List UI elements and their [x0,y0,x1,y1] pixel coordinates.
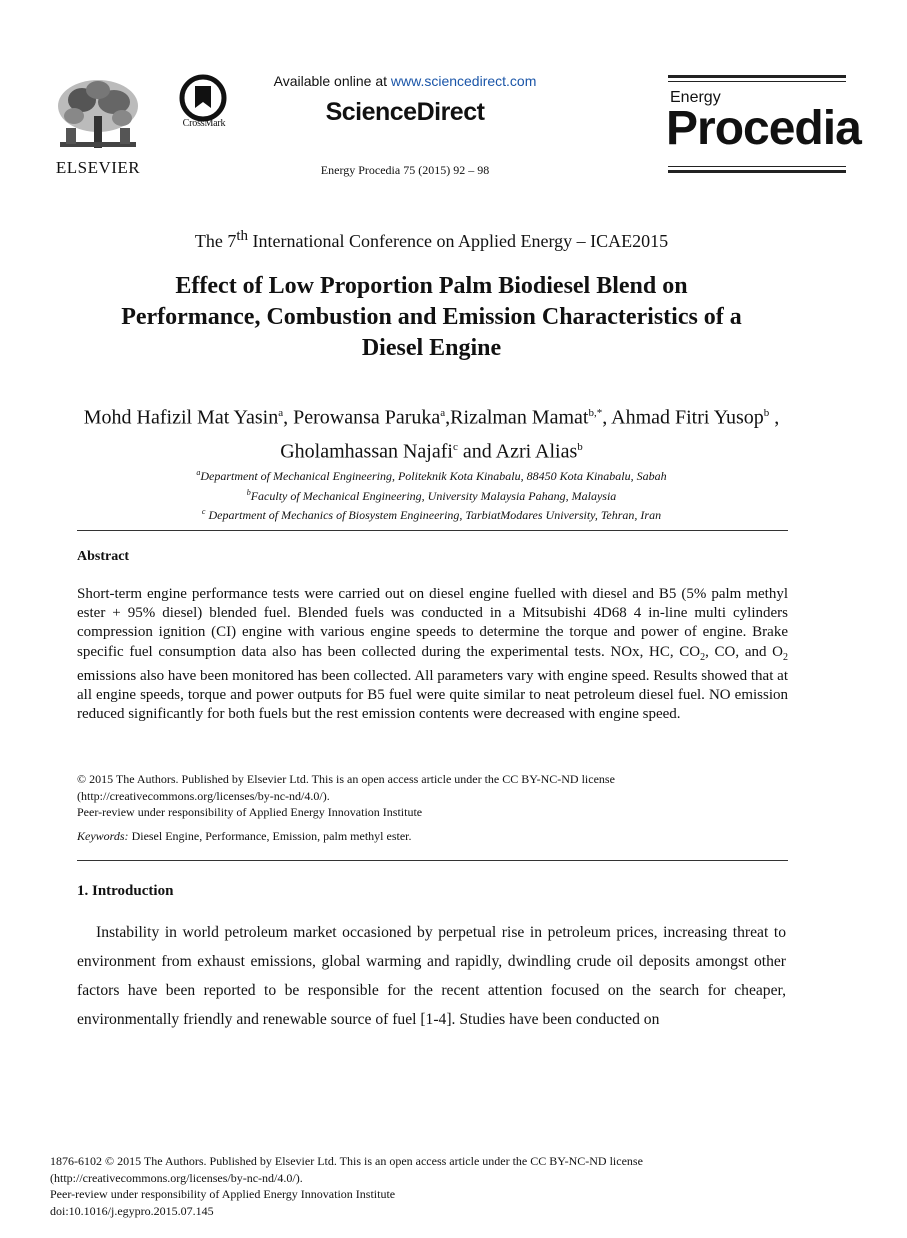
author-name: Perowansa Paruka [293,406,441,429]
elsevier-wordmark: ELSEVIER [55,158,141,177]
journal-logo-rule [668,81,846,82]
affiliations [60,465,803,524]
abstract-heading: Abstract [77,549,130,564]
affiliation: $^a$Department of Mechanical Engineering, Politeknik Kota Kinabalu, 88450 Kota Kinabalu, Sabah [196,468,667,483]
sciencedirect-logo: ScienceDirect [325,98,485,126]
elsevier-tree-logo [52,76,144,156]
journal-logo-energy: Energy [670,89,721,106]
author-name: Rizalman Mamat [450,406,589,429]
author-name: Ahmad Fitri Yusop [611,406,764,429]
journal-logo-rule [668,166,846,167]
section-heading: 1. Introduction [77,883,174,899]
journal-logo-rule [668,170,846,173]
divider [77,530,788,531]
paper-title: Effect of Low Proportion Palm Biodiesel Blend on Performance, Combustion and Emission Characteristics of a Diesel Engine [121,273,742,361]
divider [77,860,788,861]
introduction-text: Instability in world petroleum market occasioned by perpetual rise in petroleum prices, increasing threat to environment from exhaust emissions, global warming and rapidly, dwindling crude oil deposits amongst other factors have been reported to be responsible for the recent attention focused on the search for cheaper, environmentally friendly and renewable source of fuel [1-4]. Studies have been conducted on [77,924,786,1028]
affiliation: $^b$Faculty of Mechanical Engineering, University Malaysia Pahang, Malaysia [246,487,617,503]
author-name: Mohd Hafizil Mat Yasin [83,406,279,429]
page-footer: 1876-6102 © 2015 The Authors. Published by Elsevier Ltd. This is an open access article under the CC BY-NC-ND license (http://creativecommons.org/licenses/by-nc-nd/4.0/). Peer-review under responsibility of Applied Energy Innovation Institute doi:10.1016/j.egypro.2015.07.145 [50,1153,770,1219]
author-name: Azri Alias [495,440,578,463]
copyright-notice: © 2015 The Authors. Published by Elsevier Ltd. This is an open access article under the CC BY-NC-ND license (http://creativecommons.org/licenses/by-nc-nd/4.0/). Peer-review under responsibility of Applied Energy Innovation Institute [77,771,788,821]
available-online: Available online at www.sciencedirect.com [273,73,537,89]
journal-logo-rule [668,75,846,78]
journal-logo-procedia: Procedia [666,102,861,155]
affiliation: $^c$ Department of Mechanics of Biosystem Engineering, TarbiatModares University, Tehran, Iran [201,507,662,522]
sciencedirect-link[interactable]: www.sciencedirect.com [390,73,537,89]
abstract-text: Short-term engine performance tests were carried out on diesel engine fuelled with diesel and B5 (5% palm methyl ester + 95% diesel) blended fuel. Blended fuels was conducted in a Mitsubishi 4D68 4 in-line multi cylinders compression ignition (CI) engine with various engine speeds to determine the torque and power of engine. Brake specific fuel consumption data also has been collected during the experimental tests. NOx, HC, $CO_2$, CO, and $O_2$ emissions also have been monitored has been collected. All parameters vary with engine speed. Results showed that at all engine speeds, torque and power outputs for B5 fuel were quite similar to neat petroleum diesel fuel. NO emission reduced significantly for both fuels but the rest emission contents were decreased with engine speed. [77,586,788,723]
journal-reference: Energy Procedia 75 (2015) 92 – 98 [320,163,490,177]
footer-license-link[interactable]: (http://creativecommons.org/licenses/by-nc-nd/4.0/). [50,1170,303,1185]
keywords: Keywords: Diesel Engine, Performance, Emission, palm methyl ester. [77,829,412,843]
conference-name: The 7th International Conference on Applied Energy – ICAE2015 [194,228,669,251]
author-name: Gholamhassan Najafi [280,440,453,463]
license-link[interactable]: (http://creativecommons.org/licenses/by-nc-nd/4.0/). [77,788,330,803]
author-list: Mohd Hafizil Mat Yasin$^a$, Perowansa Paruka$^a$,Rizalman Mamat$^{b,*}$, Ahmad Fitri Yusop$^b$ , Gholamhassan Najafi$^c$ and Azri Alias$^b$ [83,406,780,463]
doi[interactable]: doi:10.1016/j.egypro.2015.07.145 [50,1203,214,1218]
crossmark-label: CrossMark [182,118,226,129]
